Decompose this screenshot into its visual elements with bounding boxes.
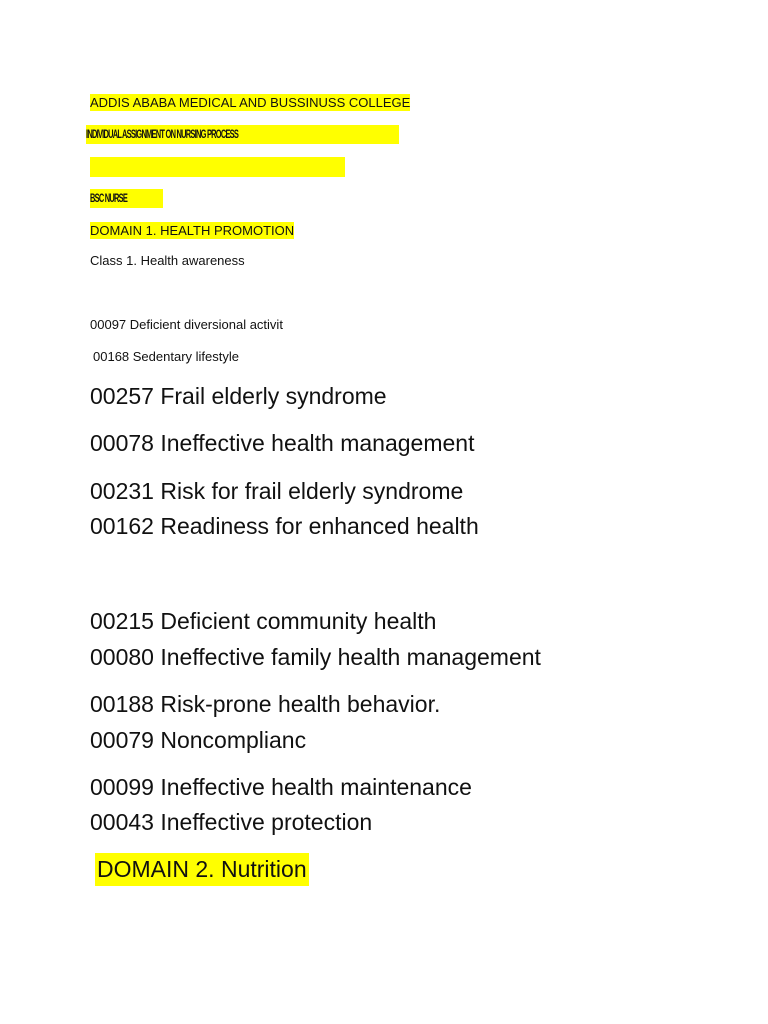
domain2-title: DOMAIN 2. Nutrition <box>95 853 309 886</box>
diagnosis-item: 00080 Ineffective family health management <box>90 644 541 670</box>
empty-highlight-bar <box>90 157 345 177</box>
diagnosis-item: 00099 Ineffective health maintenance <box>90 774 472 800</box>
college-name: ADDIS ABABA MEDICAL AND BUSSINUSS COLLEGE <box>90 95 411 110</box>
program-label: BSC NURSE <box>90 191 128 205</box>
diagnosis-item: 00079 Noncomplianc <box>90 727 307 753</box>
diagnosis-item: 00078 Ineffective health management <box>90 430 475 456</box>
diagnosis-item: 00162 Readiness for enhanced health <box>90 513 479 539</box>
diagnosis-item-small: 00168 Sedentary lifestyle <box>93 349 239 364</box>
diagnosis-item: 00257 Frail elderly syndrome <box>90 383 387 409</box>
diagnosis-item: 00215 Deficient community health <box>90 608 437 634</box>
assignment-subtitle: INDIVIDUAL ASSIGNMENT ON NURSING PROCESS <box>86 127 239 141</box>
class1-heading: Class 1. Health awareness <box>90 253 245 268</box>
diagnosis-item: 00188 Risk-prone health behavior. <box>90 691 441 717</box>
diagnosis-item-small: 00097 Deficient diversional activit <box>90 317 283 332</box>
domain1-title: DOMAIN 1. HEALTH PROMOTION <box>90 223 295 238</box>
diagnosis-item: 00231 Risk for frail elderly syndrome <box>90 478 464 504</box>
diagnosis-item: 00043 Ineffective protection <box>90 809 373 835</box>
